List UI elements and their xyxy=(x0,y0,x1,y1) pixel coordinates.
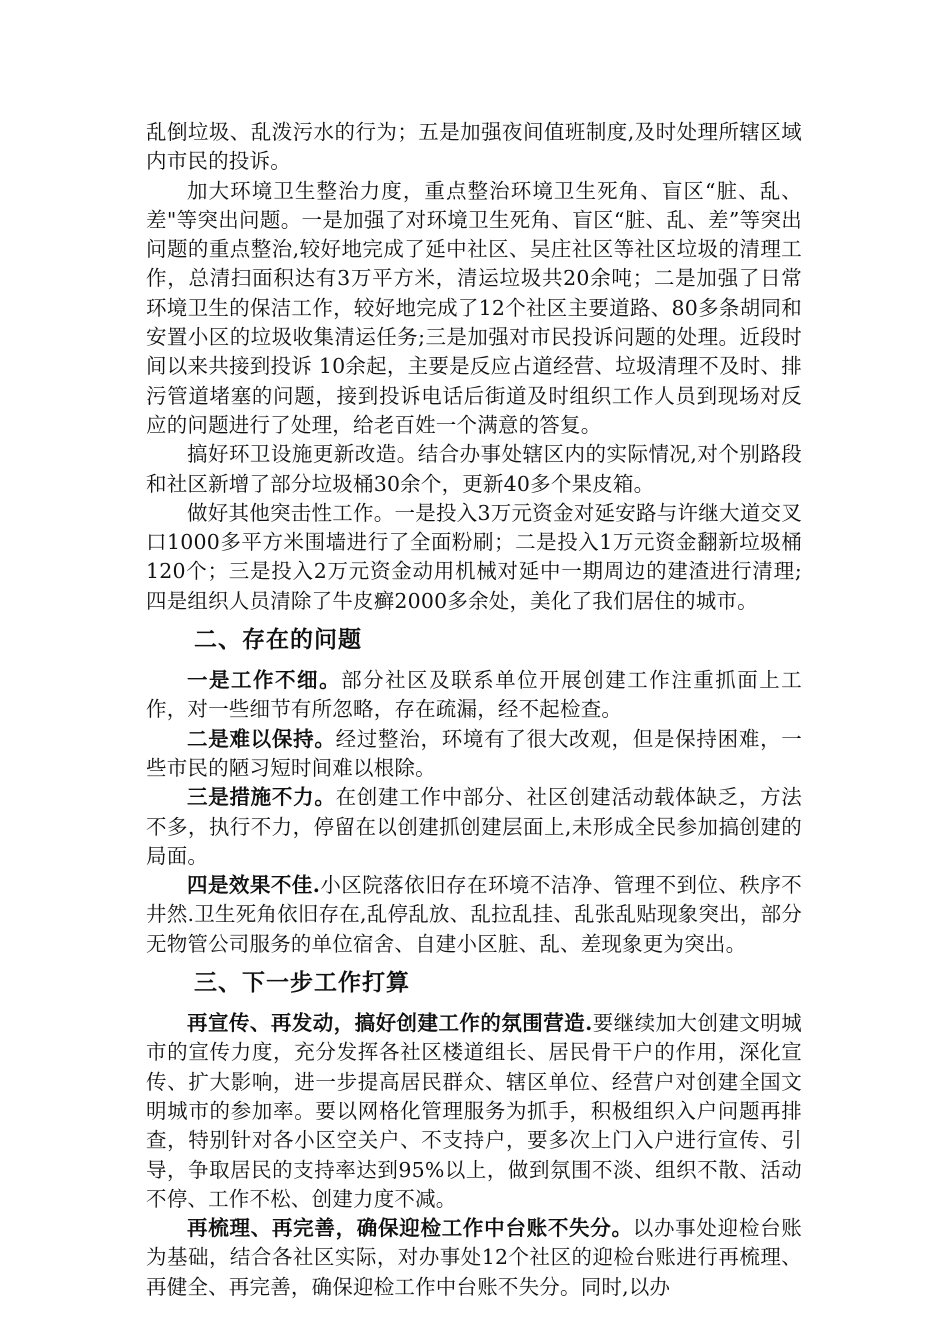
paragraph: 乱倒垃圾、乱泼污水的行为；五是加强夜间值班制度,及时处理所辖区域内市民的投诉。 xyxy=(146,120,802,174)
section-heading-next-steps: 三、下一步工作打算 xyxy=(194,970,410,997)
problem-paragraph xyxy=(146,871,802,959)
plan-text: 要继续加大创建文明城市的宣传力度，充分发挥各社区楼道组长、居民骨干户的作用，深化宣传、扩大影响，进一步提高居民群众、辖区单位、经营户对创建全国文明城市的参加率。要以网格化管理服务为抓手，积极组织入户问题再排查，特别针对各小区空关户、不支持户，要多次上门入户进行宣传、引导，争取居民的支持率达到95%以上，做到氛围不淡、组织不散、活动不停、工作不松、创建力度不减。 xyxy=(146,1011,803,1211)
problem-text: 小区院落依旧存在环境不洁净、管理不到位、秩序不井然.卫生死角依旧存在,乱停乱放、乱拉乱挂、乱张乱贴现象突出，部分无物管公司服务的单位宿舍、自建小区脏、乱、差现象更为突出。 xyxy=(146,873,802,956)
problem-lead: 三是措施不力。 xyxy=(187,785,336,810)
problem-lead: 一是工作不细。 xyxy=(187,668,342,693)
plan-lead: 再宣传、再发动，搞好创建工作的氛围营造. xyxy=(187,1011,593,1036)
problem-lead: 四是效果不佳. xyxy=(187,873,321,898)
problem-lead: 二是难以保持。 xyxy=(187,726,336,751)
problem-paragraph xyxy=(146,725,802,784)
problem-text: 经过整治，环境有了很大改观，但是保持困难，一些市民的陋习短时间难以根除。 xyxy=(146,726,802,780)
plan-lead: 再梳理、再完善，确保迎检工作中台账不失分。 xyxy=(187,1216,633,1241)
problem-paragraph xyxy=(146,783,802,871)
plan-text: 以办事处迎检台账为基础，结合各社区实际，对办事处12个社区的迎检台账进行再梳理、再健全、再完善，确保迎检工作中台账不失分。同时,以办 xyxy=(146,1216,802,1299)
paragraph: 加大环境卫生整治力度，重点整治环境卫生死角、盲区“脏、乱、差"等突出问题。一是加强了对环境卫生死角、盲区“脏、乱、差”等突出问题的重点整治,较好地完成了延中社区、吴庄社区等社区垃圾的清理工作，总清扫面积达有3万平方米，清运垃圾共20余吨；二是加强了日常环境卫生的保洁工作，较好地完成了12个社区主要道路、80多条胡同和安置小区的垃圾收集清运任务;三是加强对市民投诉问题的处理。近段时间以来共接到投诉 10余起，主要是反应占道经营、垃圾清理不及时、排污管道堵塞的问题，接到投诉电话后街道及时组织工作人员到现场对反应的问题进行了处理，给老百姓一个满意的答复。 xyxy=(146,178,802,437)
problem-paragraph xyxy=(146,666,802,725)
paragraph: 做好其他突击性工作。一是投入3万元资金对延安路与许继大道交叉口1000多平方米围墙进行了全面粉刷；二是投入1万元资金翻新垃圾桶120个；三是投入2万元资金动用机械对延中一期周边的建渣进行清理;四是组织人员清除了牛皮癣2000多余处，美化了我们居住的城市。 xyxy=(146,500,802,613)
plan-paragraph xyxy=(146,1009,802,1214)
document-page xyxy=(146,118,802,1302)
plan-paragraph xyxy=(146,1214,802,1302)
problem-text: 部分社区及联系单位开展创建工作注重抓面上工作，对一些细节有所忽略，存在疏漏，经不起检查。 xyxy=(146,668,802,722)
paragraph: 搞好环卫设施更新改造。结合办事处辖区内的实际情况,对个别路段和社区新增了部分垃圾桶30余个，更新40多个果皮箱。 xyxy=(146,442,802,496)
problem-text: 在创建工作中部分、社区创建活动载体缺乏，方法不多，执行不力，停留在以创建抓创建层面上,未形成全民参加搞创建的局面。 xyxy=(146,785,802,868)
section-heading-problems: 二、存在的问题 xyxy=(194,627,362,654)
